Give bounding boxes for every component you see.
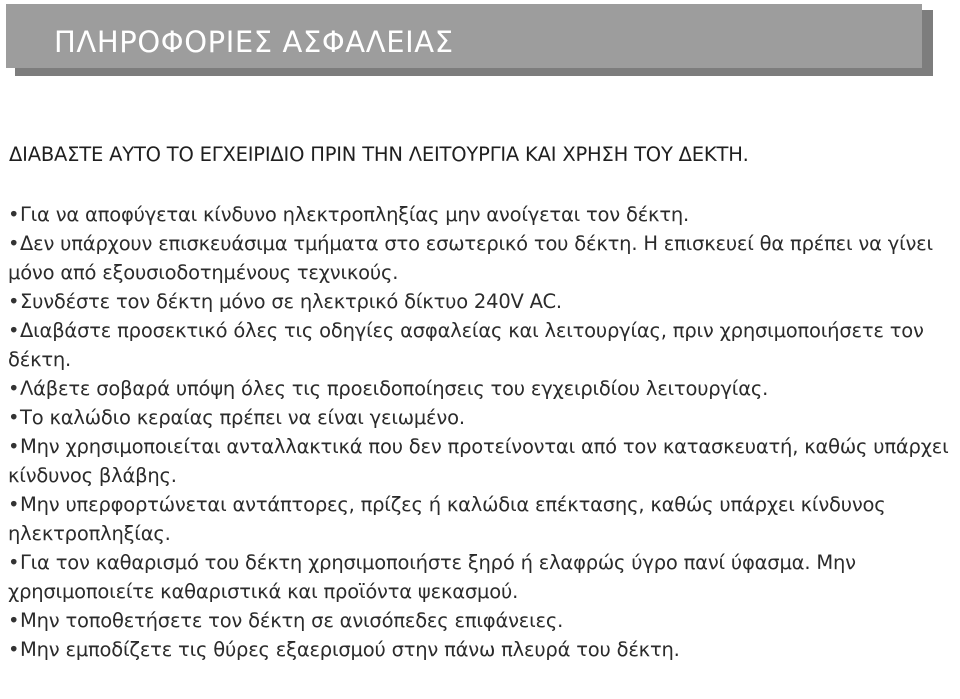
list-item-text: Μην εμποδίζετε τις θύρες εξαερισμού στην πάνω πλευρά του δέκτη. [20, 638, 680, 661]
list-item-text: Λάβετε σοβαρά υπόψη όλες τις προειδοποίησεις του εγχειριδίου λειτουργίας. [20, 377, 769, 400]
bullet-icon: • [8, 319, 20, 342]
bullet-icon: • [8, 493, 20, 516]
list-item [8, 229, 958, 287]
bullet-icon: • [8, 232, 20, 255]
list-item [8, 606, 958, 635]
bullet-icon: • [8, 290, 20, 313]
list-item-text: Μην χρησιμοποιείται ανταλλακτικά που δεν προτείνονται από τον κατασκευατή, καθώς υπάρχει κίνδυνος βλάβης. [8, 435, 949, 487]
page-title: ΠΛΗΡΟΦΟΡΙΕΣ ΑΣΦΑΛΕΙΑΣ [54, 25, 454, 59]
bullet-icon: • [8, 406, 20, 429]
intro-warning: ΔΙΑΒΑΣΤΕ ΑΥΤΟ ΤΟ ΕΓΧΕΙΡΙΔΙΟ ΠΡΙΝ ΤΗΝ ΛΕΙΤΟΥΡΓΙΑ ΚΑΙ ΧΡΗΣΗ ΤΟΥ ΔΕΚΤΗ. [9, 143, 749, 166]
list-item-text: Διαβάστε προσεκτικό όλες τις οδηγίες ασφαλείας και λειτουργίας, πριν χρησιμοποιήσετε τον δέκτη. [8, 319, 924, 371]
bullet-icon: • [8, 377, 20, 400]
list-item [8, 403, 958, 432]
list-item-text: Το καλώδιο κεραίας πρέπει να είναι γειωμένο. [20, 406, 465, 429]
header-bar [6, 4, 922, 68]
list-item [8, 490, 958, 548]
list-item [8, 200, 958, 229]
list-item [8, 548, 958, 606]
list-item [8, 287, 958, 316]
safety-list [8, 200, 958, 664]
list-item [8, 432, 958, 490]
list-item [8, 316, 958, 374]
list-item-text: Συνδέστε τον δέκτη μόνο σε ηλεκτρικό δίκτυο 240V AC. [20, 290, 562, 313]
list-item-text: Για τον καθαρισμό του δέκτη χρησιμοποιήστε ξηρό ή ελαφρώς ύγρο πανί ύφασμα. Μην χρησιμοποιείτε καθαριστικά και προϊόντα ψεκασμού. [8, 551, 856, 603]
list-item-text: Μην υπερφορτώνεται αντάπτορες, πρίζες ή καλώδια επέκτασης, καθώς υπάρχει κίνδυνος ηλεκτροπληξίας. [8, 493, 886, 545]
list-item [8, 374, 958, 403]
list-item-text: Για να αποφύγεται κίνδυνο ηλεκτροπληξίας μην ανοίγεται τον δέκτη. [20, 203, 690, 226]
bullet-icon: • [8, 638, 20, 661]
bullet-icon: • [8, 203, 20, 226]
list-item-text: Δεν υπάρχουν επισκευάσιμα τμήματα στο εσωτερικό του δέκτη. Η επισκευεί θα πρέπει να γίνει μόνο από εξουσιοδοτημένους τεχνικούς. [8, 232, 933, 284]
list-item [8, 635, 958, 664]
bullet-icon: • [8, 551, 20, 574]
list-item-text: Μην τοποθετήσετε τον δέκτη σε ανισόπεδες επιφάνειες. [20, 609, 564, 632]
bullet-icon: • [8, 609, 20, 632]
bullet-icon: • [8, 435, 20, 458]
